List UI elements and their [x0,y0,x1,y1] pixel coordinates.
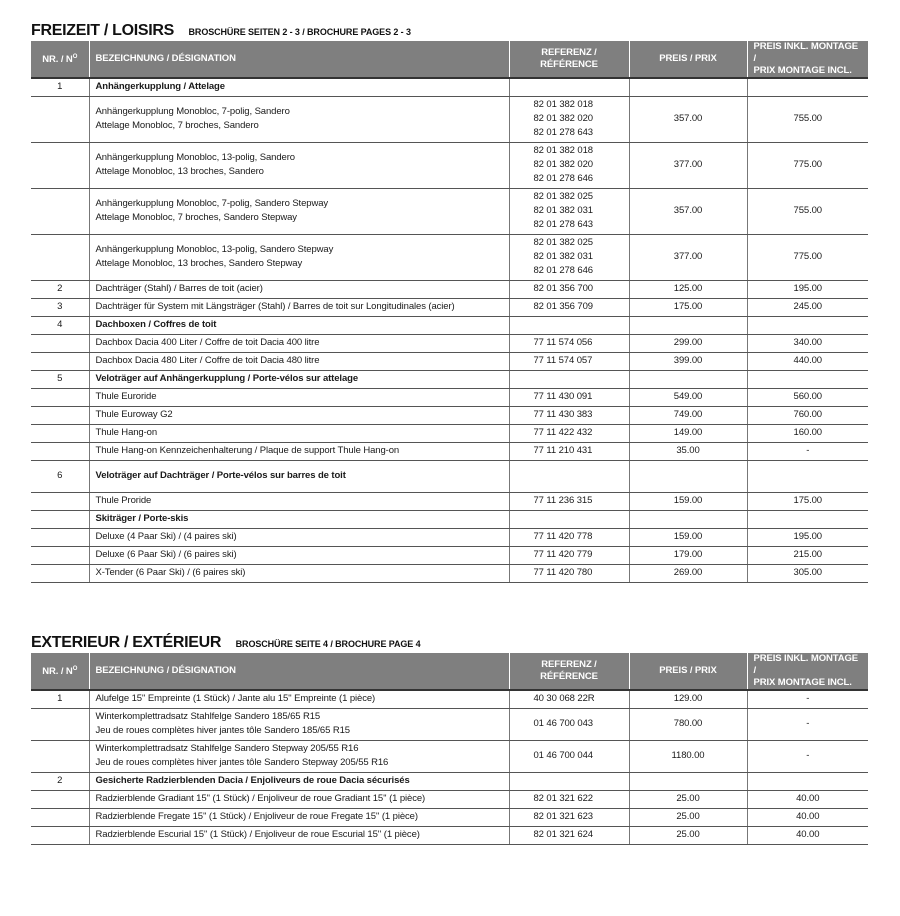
cell-price: 377.00 [629,142,747,188]
cell-reference [509,96,629,142]
cell-price: 25.00 [629,826,747,844]
cell-designation [89,424,509,442]
cell-price-montage [747,370,868,388]
cell-nr: 1 [31,78,89,96]
cell-nr: 1 [31,690,89,708]
reference-line: 40 30 068 22R [533,693,595,705]
cell-nr [31,546,89,564]
designation-line: Winterkomplettradsatz Stahlfelge Sandero 185/65 R15 [95,711,321,722]
cell-price-montage: 215.00 [747,546,868,564]
designation-line: Dachboxen / Coffres de toit [95,319,217,330]
cell-reference [509,528,629,546]
cell-designation [89,546,509,564]
cell-reference [509,790,629,808]
reference-line: 01 46 700 044 [533,750,593,761]
reference-line: 82 01 382 025 [533,237,593,248]
reference-line: 82 01 278 646 [533,173,593,184]
cell-nr [31,334,89,352]
cell-designation [89,510,509,528]
designation-line: Thule Euroride [95,391,157,402]
cell-price: 1180.00 [629,740,747,772]
reference-line: 77 11 420 779 [533,549,593,560]
cell-reference [509,442,629,460]
cell-reference [509,370,629,388]
cell-reference [509,492,629,510]
cell-price-montage: 760.00 [747,406,868,424]
table-header-row [31,41,868,78]
designation-line: Deluxe (4 Paar Ski) / (4 paires ski) [95,531,237,542]
cell-designation [89,370,509,388]
table-row [31,690,868,708]
cell-price: 159.00 [629,492,747,510]
cell-designation [89,492,509,510]
cell-reference [509,740,629,772]
cell-price: 780.00 [629,708,747,740]
cell-price: 357.00 [629,96,747,142]
cell-price-montage [747,510,868,528]
reference-line: 77 11 574 057 [533,355,593,366]
cell-reference [509,234,629,280]
cell-price-montage [747,316,868,334]
designation-line: Attelage Monobloc, 13 broches, Sandero [95,166,264,177]
table-row [31,460,868,492]
cell-price: 35.00 [629,442,747,460]
reference-line: 77 11 420 780 [533,567,593,578]
cell-price: 399.00 [629,352,747,370]
cell-price-montage: 775.00 [747,234,868,280]
table-row [31,790,868,808]
table-header-row [31,653,868,690]
cell-price-montage: 340.00 [747,334,868,352]
cell-price [629,316,747,334]
designation-line: Dachträger (Stahl) / Barres de toit (acier) [95,283,263,294]
table-row [31,510,868,528]
designation-line: X-Tender (6 Paar Ski) / (6 paires ski) [95,567,246,578]
designation-line: Thule Hang-on [95,427,158,438]
cell-price [629,510,747,528]
cell-nr: 3 [31,298,89,316]
cell-reference [509,424,629,442]
cell-price-montage: 40.00 [747,790,868,808]
cell-designation [89,96,509,142]
cell-reference [509,510,629,528]
cell-price-montage: 305.00 [747,564,868,582]
table-row [31,370,868,388]
cell-nr: 6 [31,460,89,492]
cell-designation [89,564,509,582]
cell-price: 377.00 [629,234,747,280]
designation-line: Attelage Monobloc, 7 broches, Sandero [95,120,259,131]
cell-price: 749.00 [629,406,747,424]
cell-nr [31,142,89,188]
cell-designation [89,740,509,772]
cell-nr [31,528,89,546]
reference-line: 82 01 382 031 [533,251,593,262]
table-row [31,142,868,188]
designation-line: Dachbox Dacia 480 Liter / Coffre de toit Dacia 480 litre [95,355,320,366]
cell-price [629,772,747,790]
reference-line: 82 01 321 624 [533,829,593,840]
designation-line: Anhängerkupplung / Attelage [95,81,225,93]
cell-price-montage [747,460,868,492]
header-montage: PREIS INKL. MONTAGE / PRIX MONTAGE INCL. [747,653,868,690]
cell-price: 175.00 [629,298,747,316]
reference-line: 82 01 278 646 [533,265,593,276]
table-row [31,406,868,424]
cell-price [629,78,747,96]
reference-line: 82 01 382 020 [533,159,593,170]
cell-designation [89,790,509,808]
cell-price-montage: - [747,442,868,460]
table-row [31,388,868,406]
reference-line: 82 01 321 623 [533,811,593,822]
cell-designation [89,78,509,96]
cell-designation [89,708,509,740]
cell-price: 25.00 [629,790,747,808]
cell-designation [89,826,509,844]
table-row [31,442,868,460]
cell-nr [31,808,89,826]
cell-nr [31,188,89,234]
cell-reference [509,546,629,564]
cell-nr: 4 [31,316,89,334]
table-row [31,492,868,510]
table-row [31,808,868,826]
designation-line: Anhängerkupplung Monobloc, 13-polig, Sandero [95,152,295,163]
table-row [31,96,868,142]
cell-price-montage: - [747,708,868,740]
price-table [31,653,868,845]
reference-line: 01 46 700 043 [533,718,593,729]
cell-reference [509,316,629,334]
section-title: EXTERIEUR / EXTÉRIEUR [31,634,222,651]
reference-line: 77 11 574 056 [533,337,593,348]
cell-designation [89,298,509,316]
cell-reference [509,142,629,188]
designation-line: Radzierblende Fregate 15'' (1 Stück) / Enjoliveur de roue Fregate 15'' (1 pièce) [95,811,418,822]
table-row [31,298,868,316]
cell-price: 159.00 [629,528,747,546]
cell-nr [31,790,89,808]
cell-designation [89,352,509,370]
designation-line: Veloträger auf Dachträger / Porte-vélos sur barres de toit [95,470,346,481]
designation-line: Deluxe (6 Paar Ski) / (6 paires ski) [95,549,237,560]
reference-line: 82 01 278 643 [533,219,593,230]
section-subtitle: BROSCHÜRE SEITE 4 / BROCHURE PAGE 4 [235,639,421,649]
cell-nr: 5 [31,370,89,388]
cell-nr [31,406,89,424]
reference-line: 77 11 236 315 [533,495,593,506]
cell-price-montage: 755.00 [747,188,868,234]
cell-price: 25.00 [629,808,747,826]
designation-line: Gesicherte Radzierblenden Dacia / Enjoliveurs de roue Dacia sécurisés [95,775,410,786]
cell-price: 299.00 [629,334,747,352]
header-nr: NR. / $N^O$ [31,653,89,690]
section-subtitle: BROSCHÜRE SEITEN 2 - 3 / BROCHURE PAGES 2 - 3 [188,27,411,37]
cell-nr [31,708,89,740]
section-title: FREIZEIT / LOISIRS [31,22,175,39]
cell-nr [31,826,89,844]
designation-line: Attelage Monobloc, 13 broches, Sandero Stepway [95,258,303,269]
reference-line: 82 01 356 700 [533,283,593,294]
cell-price: 129.00 [629,690,747,708]
section-title-row [31,634,868,653]
reference-line: 82 01 382 018 [533,99,593,110]
cell-designation [89,406,509,424]
header-referenz: REFERENZ / RÉFÉRENCE [509,41,629,78]
header-bezeichnung: BEZEICHNUNG / DÉSIGNATION [89,41,509,78]
designation-line: Dachbox Dacia 400 Liter / Coffre de toit Dacia 400 litre [95,337,320,348]
table-row [31,564,868,582]
reference-line: 82 01 382 018 [533,145,593,156]
cell-price: 149.00 [629,424,747,442]
cell-nr [31,492,89,510]
cell-price-montage: 40.00 [747,826,868,844]
reference-line: 82 01 278 643 [533,127,593,138]
table-row [31,280,868,298]
reference-line: 77 11 210 431 [533,445,593,456]
cell-designation [89,528,509,546]
table-row [31,234,868,280]
cell-reference [509,334,629,352]
cell-price: 549.00 [629,388,747,406]
designation-line: Thule Proride [95,495,152,506]
cell-price-montage: 245.00 [747,298,868,316]
reference-line: 82 01 382 025 [533,191,593,202]
designation-line: Thule Hang-on Kennzeichenhalterung / Plaque de support Thule Hang-on [95,445,400,456]
cell-designation [89,460,509,492]
table-body [31,690,868,844]
designation-line: Attelage Monobloc, 7 broches, Sandero Stepway [95,212,297,223]
reference-line: 77 11 420 778 [533,531,593,542]
cell-nr [31,564,89,582]
cell-designation [89,142,509,188]
cell-reference [509,772,629,790]
cell-price-montage: 195.00 [747,280,868,298]
cell-reference [509,388,629,406]
price-table [31,41,868,583]
reference-line: 82 01 382 020 [533,113,593,124]
cell-reference [509,406,629,424]
table-row [31,316,868,334]
designation-line: Radzierblende Gradiant 15'' (1 Stück) / Enjoliveur de roue Gradiant 15'' (1 pièce) [95,793,426,804]
cell-designation [89,334,509,352]
designation-line: Jeu de roues complètes hiver jantes tôle Sandero Stepway 205/55 R16 [95,757,389,768]
cell-price-montage: 440.00 [747,352,868,370]
table-row [31,546,868,564]
table-row [31,708,868,740]
cell-reference [509,564,629,582]
cell-price-montage: 40.00 [747,808,868,826]
cell-nr [31,96,89,142]
header-montage: PREIS INKL. MONTAGE / PRIX MONTAGE INCL. [747,41,868,78]
cell-reference [509,188,629,234]
designation-line: Radzierblende Escurial 15'' (1 Stück) / Enjoliveur de roue Escurial 15'' (1 pièce) [95,829,420,840]
section-title-row [31,22,868,41]
cell-reference [509,826,629,844]
cell-price-montage [747,772,868,790]
cell-designation [89,280,509,298]
cell-reference [509,298,629,316]
table-row [31,352,868,370]
designation-line: Dachträger für System mit Längsträger (Stahl) / Barres de toit sur Longitudinales (acier) [95,301,455,312]
cell-reference [509,808,629,826]
cell-nr [31,388,89,406]
cell-price: 179.00 [629,546,747,564]
cell-nr [31,510,89,528]
table-row [31,334,868,352]
cell-nr [31,442,89,460]
header-preis: PREIS / PRIX [629,41,747,78]
designation-line: Jeu de roues complètes hiver jantes tôle Sandero 185/65 R15 [95,725,350,736]
cell-nr [31,234,89,280]
table-row [31,826,868,844]
designation-line: Anhängerkupplung Monobloc, 13-polig, Sandero Stepway [95,244,334,255]
section-freizeit [31,22,868,583]
cell-nr: 2 [31,772,89,790]
designation-line: Thule Euroway G2 [95,409,173,420]
cell-reference [509,690,629,708]
designation-line: Skiträger / Porte-skis [95,513,189,524]
reference-line: 77 11 430 091 [533,391,593,402]
cell-designation [89,188,509,234]
cell-nr [31,352,89,370]
reference-line: 77 11 422 432 [533,427,593,438]
cell-price-montage: - [747,740,868,772]
cell-reference [509,460,629,492]
designation-line: Anhängerkupplung Monobloc, 7-polig, Sandero Stepway [95,198,329,209]
cell-nr [31,424,89,442]
cell-reference [509,78,629,96]
table-row [31,772,868,790]
reference-line: 82 01 356 709 [533,301,593,312]
cell-price-montage: 560.00 [747,388,868,406]
cell-reference [509,352,629,370]
cell-nr: 2 [31,280,89,298]
table-row [31,528,868,546]
cell-price-montage [747,78,868,96]
reference-line: 77 11 430 383 [533,409,593,420]
cell-price-montage: 755.00 [747,96,868,142]
cell-price [629,460,747,492]
cell-price [629,370,747,388]
cell-designation [89,316,509,334]
designation-line: Alufelge 15'' Empreinte (1 Stück) / Jante alu 15'' Empreinte (1 pièce) [95,693,376,705]
cell-price-montage: - [747,690,868,708]
designation-line: Winterkomplettradsatz Stahlfelge Sandero Stepway 205/55 R16 [95,743,359,754]
header-bezeichnung: BEZEICHNUNG / DÉSIGNATION [89,653,509,690]
cell-price-montage: 175.00 [747,492,868,510]
cell-designation [89,234,509,280]
cell-reference [509,708,629,740]
cell-price-montage: 775.00 [747,142,868,188]
cell-nr [31,740,89,772]
cell-designation [89,388,509,406]
cell-designation [89,690,509,708]
reference-line: 82 01 321 622 [533,793,593,804]
cell-price-montage: 160.00 [747,424,868,442]
table-row [31,424,868,442]
table-row [31,740,868,772]
cell-price: 357.00 [629,188,747,234]
header-nr: NR. / $N^O$ [31,41,89,78]
cell-designation [89,772,509,790]
cell-price: 125.00 [629,280,747,298]
table-row [31,188,868,234]
table-row [31,78,868,96]
cell-designation [89,442,509,460]
cell-reference [509,280,629,298]
reference-line: 82 01 382 031 [533,205,593,216]
header-preis: PREIS / PRIX [629,653,747,690]
cell-price: 269.00 [629,564,747,582]
designation-line: Veloträger auf Anhängerkupplung / Porte-vélos sur attelage [95,373,359,384]
cell-price-montage: 195.00 [747,528,868,546]
cell-designation [89,808,509,826]
table-body [31,78,868,582]
header-referenz: REFERENZ / RÉFÉRENCE [509,653,629,690]
section-exterieur [31,634,868,845]
designation-line: Anhängerkupplung Monobloc, 7-polig, Sandero [95,106,290,117]
